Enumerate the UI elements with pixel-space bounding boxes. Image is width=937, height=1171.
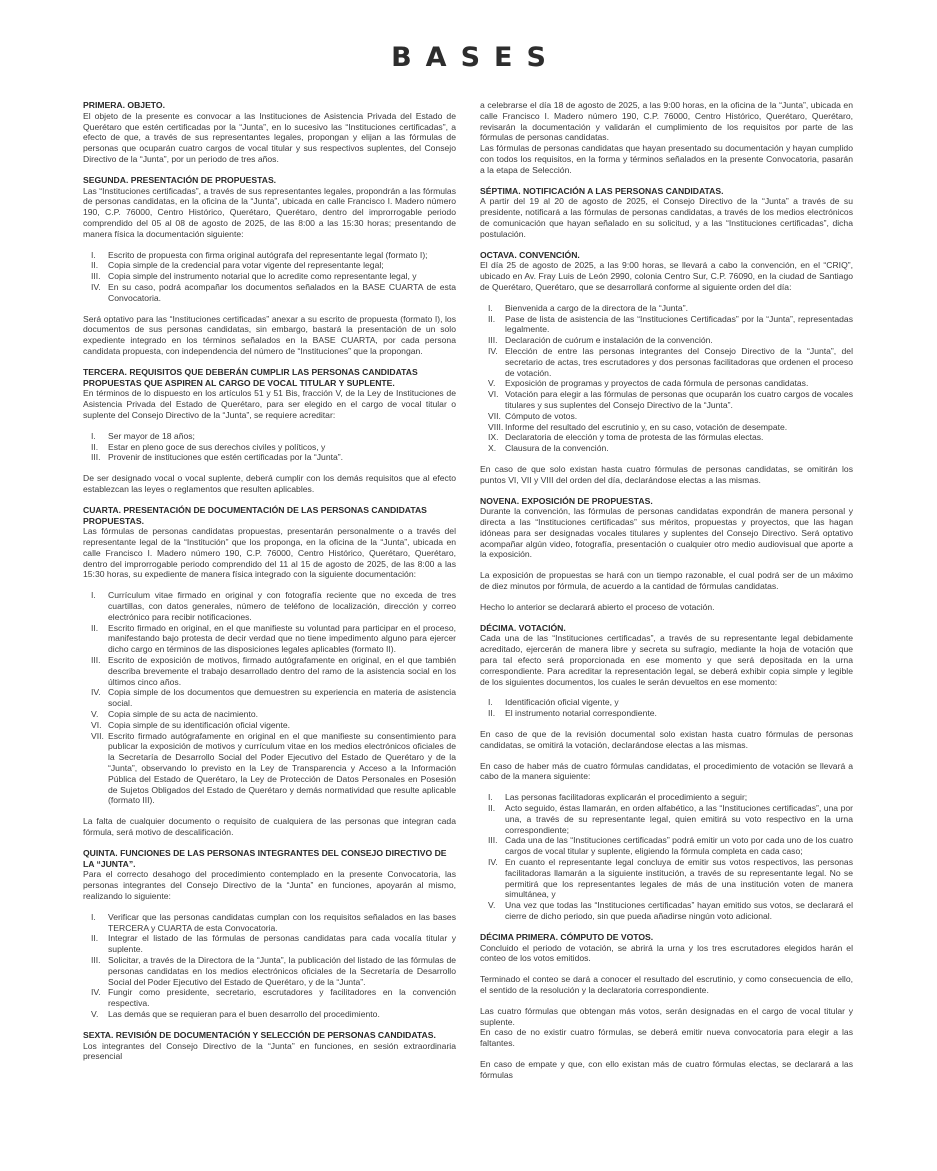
list-text: Integrar el listado de las fórmulas de personas candidatas para cada vocalía titular y suplente. [108, 933, 456, 955]
numbered-list [488, 792, 853, 922]
list-item [488, 411, 853, 422]
paragraph: En caso de que de la revisión documental solo existan hasta cuatro fórmulas de personas candidatas, se omitirá la votación, declarándose electas a las mismas. [480, 729, 853, 750]
list-item [488, 835, 853, 857]
list-item [91, 590, 456, 622]
list-text: Cómputo de votos. [505, 410, 578, 421]
list-text: Declaratoria de elección y toma de protesta de las fórmulas electas. [505, 432, 764, 443]
paragraph: El día 25 de agosto de 2025, a las 9:00 horas, se llevará a cabo la convención, en el “CRIQ”, ubicado en Av. Fray Luis de León 2990, colonia Centro Sur, C.P. 76090, en la ciudad de Santiago de Querétaro, Querétaro, que se desarrollará conforme al siguiente orden del día: [480, 260, 853, 292]
list-number: IV. [488, 857, 498, 868]
list-number: VII. [488, 410, 501, 421]
list-number: II. [91, 933, 99, 944]
list-item [91, 431, 456, 442]
list-number: III. [488, 835, 498, 846]
list-text: El instrumento notarial correspondiente. [505, 708, 657, 719]
list-number: I. [488, 302, 493, 313]
list-item [91, 260, 456, 271]
list-item [488, 792, 853, 803]
section-heading: SEXTA. REVISIÓN DE DOCUMENTACIÓN Y SELECCIÓN DE PERSONAS CANDIDATAS. [83, 1029, 436, 1040]
list-item [488, 335, 853, 346]
list-item [91, 987, 456, 1009]
list-number: II. [91, 441, 99, 452]
list-text: Acto seguido, éstas llamarán, en orden alfabético, a las “Instituciones certificadas”, una por una, a través de su representante legal, quien emitirá su voto respectivo en la urna correspondiente; [505, 803, 853, 835]
list-number: IV. [91, 281, 101, 292]
list-text: En su caso, podrá acompañar los documentos señalados en la BASE CUARTA de esta Convocatoria. [108, 281, 456, 303]
list-text: Bienvenida a cargo de la directora de la “Junta”. [505, 302, 688, 313]
section-segunda [83, 175, 456, 357]
paragraph: Las “Instituciones certificadas”, a través de sus representantes legales, propondrán a las fórmulas de personas candidatas, en la oficina de la “Junta”, ubicada en calle Francisco I. Madero número 190, C.P. 76000, Centro Histórico, Querétaro, Querétaro, dentro del improrrogable periodo comprendido del 05 al 08 de agosto de 2025, de las 8:00 a las 15:30 horas; presentando de manera física la documentación siguiente: [83, 185, 456, 239]
list-text: Copia simple de los documentos que demuestren su experiencia en materia de asistencia social. [108, 687, 456, 709]
list-item [91, 442, 456, 453]
section-heading: QUINTA. FUNCIONES DE LAS PERSONAS INTEGRANTES DEL CONSEJO DIRECTIVO DE LA “JUNTA”. [83, 847, 447, 869]
paragraph: En caso de que solo existan hasta cuatro fórmulas de personas candidatas, se omitirán los puntos VI, VII y VIII del orden del día, declarándose electas a las mismas. [480, 463, 853, 485]
list-text: Copia simple de su identificación oficial vigente. [108, 719, 291, 730]
list-text: Verificar que las personas candidatas cumplan con los requisitos señalados en las bases TERCERA y CUARTA de esta Convocatoria. [108, 911, 456, 933]
section-septima [480, 186, 853, 240]
section-heading: TERCERA. REQUISITOS QUE DEBERÁN CUMPLIR LAS PERSONAS CANDIDATAS PROPUESTAS QUE ASPIREN AL CARGO DE VOCAL TITULAR Y SUPLENTE. [83, 366, 418, 388]
paragraph: A partir del 19 al 20 de agosto de 2025, el Consejo Directivo de la “Junta” a través de su presidente, notificará a las fórmulas de personas candidatas, a través de los medios electrónicos de comunicación que hayan señalado en su solicitud, y a las “Instituciones certificadas”, dicha postulación. [480, 196, 853, 239]
numbered-list [488, 697, 853, 719]
list-item [91, 271, 456, 282]
list-text: Solicitar, a través de la Directora de la “Junta”, la publicación del listado de las fórmulas de personas candidatas en los medios electrónicos oficiales de la Secretaría de Desarrollo Social del Poder Ejecutivo del Estado de Querétaro, y de la “Junta”. [108, 954, 456, 987]
list-text: Votación para elegir a las fórmulas de personas que ocuparán los cuatro cargos de vocales titulares y sus suplentes del Consejo Directivo de la “Junta”. [505, 389, 853, 410]
list-number: IV. [91, 987, 101, 998]
paragraph: Hecho lo anterior se declarará abierto el proceso de votación. [480, 601, 715, 612]
list-item [91, 250, 456, 261]
list-item [488, 378, 853, 389]
list-number: II. [488, 803, 496, 814]
list-number: V. [488, 378, 496, 389]
list-number: I. [91, 430, 96, 441]
section-cuarta [83, 505, 456, 838]
list-text: Cada una de las “Instituciones certificadas” podrá emitir un voto por cada uno de los cuatro cargos de vocal titular y suplente, eligiendo la fórmula completa en cada caso; [505, 835, 853, 857]
list-text: Informe del resultado del escrutinio y, en su caso, votación de desempate. [505, 421, 788, 432]
list-item [488, 708, 853, 719]
paragraph: La falta de cualquier documento o requisito de cualquiera de las personas que integran cada fórmula, será motivo de descalificación. [83, 816, 456, 838]
list-number: III. [91, 271, 101, 282]
paragraph: En caso de no existir cuatro fórmulas, se deberá emitir nueva convocatoria para elegir a las faltantes. [480, 1027, 853, 1049]
list-item [488, 422, 853, 433]
list-item [488, 432, 853, 443]
list-item [488, 346, 853, 378]
list-item [488, 697, 853, 708]
list-text: Clausura de la convención. [505, 443, 609, 454]
list-number: V. [488, 900, 496, 911]
paragraph: El objeto de la presente es convocar a las Instituciones de Asistencia Privada del Estado de Querétaro que estén certificadas por la “Junta”, en lo sucesivo las “Instituciones certificadas”, a efecto de que, a través de sus representantes legales, propongan y elijan a las fórmulas de personas que ocuparán cuatro cargos de vocal titular y sus respectivos suplentes, del Consejo Directivo de la “Junta”, por un periodo de tres años. [83, 110, 456, 164]
list-item [91, 933, 456, 955]
list-item [91, 731, 456, 807]
paragraph: En términos de lo dispuesto en los artículos 51 y 51 Bis, fracción V, de la Ley de Instituciones de Asistencia Privada del Estado de Querétaro, para ser elegido en el cargo de vocal titular o suplente del Consejo Directivo de la “Junta”, se requiere acreditar: [83, 388, 456, 420]
numbered-list [91, 912, 456, 1020]
list-number: III. [91, 452, 101, 463]
list-item [488, 857, 853, 900]
section-heading: OCTAVA. CONVENCIÓN. [480, 249, 580, 260]
list-number: IV. [488, 345, 498, 356]
list-text: Copia simple de la credencial para votar vigente del representante legal; [108, 260, 384, 271]
list-item [488, 303, 853, 314]
left-column [83, 100, 456, 1072]
page-title: BASES [391, 42, 560, 73]
paragraph: Concluido el periodo de votación, se abrirá la urna y los tres escrutadores elegidos harán el conteo de los votos emitidos. [480, 942, 853, 964]
section-heading: NOVENA. EXPOSICIÓN DE PROPUESTAS. [480, 495, 653, 506]
paragraph: Para el correcto desahogo del procedimiento contemplado en la presente Convocatoria, las personas integrantes del Consejo Directivo de la “Junta” en funciones, apoyarán al mismo, realizando lo siguiente: [83, 869, 456, 901]
list-item [91, 1009, 456, 1020]
list-text: Pase de lista de asistencia de las “Instituciones Certificadas” por la “Junta”, representadas legalmente. [505, 313, 853, 335]
right-column [480, 100, 853, 1091]
list-number: III. [91, 954, 101, 965]
list-number: VI. [488, 389, 499, 400]
list-number: II. [91, 622, 99, 633]
list-text: Copia simple de su acta de nacimiento. [108, 709, 258, 720]
paragraph: Los integrantes del Consejo Directivo de la “Junta” en funciones, en sesión extraordinaria presencial [83, 1040, 456, 1062]
paragraph: Las fórmulas de personas candidatas que hayan presentado su documentación y hayan cumplido con todos los requisitos, en la forma y términos señalados en la presente Convocatoria, pasarán a la etapa de Selección. [480, 143, 853, 175]
paragraph: La exposición de propuestas se hará con un tiempo razonable, el cual podrá ser de un máximo de diez minutos por fórmula, de acuerdo a la cantidad de fórmulas candidatas. [480, 570, 853, 592]
paragraph: Durante la convención, las fórmulas de personas candidatas expondrán de manera personal y directa a las “Instituciones certificadas” sus méritos, propuestas y proyectos, que las hagan idóneas para ser designadas vocales titulares y suplentes del Consejo Directivo. Será optativo acompañar algún video, fotografía, presentación o cualquier otro medio audiovisual que aporte a la exposición. [480, 506, 853, 560]
list-text: Copia simple del instrumento notarial que lo acredite como representante legal, y [108, 271, 417, 282]
list-text: Una vez que todas las “Instituciones certificadas” hayan emitido sus votos, se declarará el cierre de dicho periodo, sin que pueda añadirse ningún voto adicional. [505, 900, 853, 921]
paragraph: Las fórmulas de personas candidatas propuestas, presentarán personalmente o a través del representante legal de la “Institución” que los proponga, en la oficina de la “Junta”, ubicada en calle Francisco I. Madero número 190, C.P. 76000, Centro Histórico, Querétaro, Querétaro, dentro del improrrogable periodo comprendido del 11 al 15 de agosto de 2025, de las 8:00 a las 15:30 horas, su expediente de manera física integrado con la siguiente documentación: [83, 526, 456, 580]
list-number: VI. [91, 719, 102, 730]
paragraph: Terminado el conteo se dará a conocer el resultado del escrutinio, y como consecuencia de ello, el sentido de la resolución y la declaratoria correspondiente. [480, 974, 853, 995]
section-heading: DÉCIMA PRIMERA. CÓMPUTO DE VOTOS. [480, 931, 654, 942]
numbered-list [91, 590, 456, 806]
list-number: II. [488, 708, 496, 719]
list-number: I. [91, 249, 96, 260]
list-number: I. [488, 697, 493, 708]
list-item [91, 955, 456, 987]
section-heading: SEGUNDA. PRESENTACIÓN DE PROPUESTAS. [83, 174, 277, 185]
list-number: IX. [488, 432, 499, 443]
list-number: III. [91, 655, 101, 666]
list-number: III. [488, 335, 498, 346]
section-sexta [83, 1030, 456, 1062]
list-item [91, 623, 456, 655]
list-item [91, 655, 456, 687]
section-sexta-continued [480, 100, 853, 176]
list-number: I. [488, 792, 493, 803]
list-number: VII. [91, 730, 104, 741]
list-number: VIII. [488, 421, 504, 432]
list-number: I. [91, 590, 96, 601]
list-item [91, 720, 456, 731]
paragraph: a celebrarse el día 18 de agosto de 2025, a las 9:00 horas, en la oficina de la “Junta”, ubicada en calle Francisco I. Madero número 190, C.P. 76000, Centro Histórico, Querétaro, Querétaro, revisarán la documentación y validarán el cumplimiento de los requisitos por parte de las fórmulas de personas candidatas. [480, 100, 853, 143]
list-number: V. [91, 1008, 99, 1019]
numbered-list [488, 303, 853, 454]
list-number: X. [488, 443, 497, 454]
list-number: II. [488, 313, 496, 324]
list-item [488, 900, 853, 922]
section-heading: DÉCIMA. VOTACIÓN. [480, 622, 566, 633]
list-number: IV. [91, 687, 101, 698]
section-primera [83, 100, 456, 165]
list-text: Escrito de exposición de motivos, firmado autógrafamente en original, en el que también describa brevemente el trabajo desarrollado dentro del ramo de la asistencia social en los últimos cinco años. [108, 655, 456, 687]
list-text: Las demás que se requieran para el buen desarrollo del procedimiento. [108, 1008, 380, 1019]
paragraph: Las cuatro fórmulas que obtengan más votos, serán designadas en el cargo de vocal titular y suplente. [480, 1005, 853, 1027]
list-text: Exposición de programas y proyectos de cada fórmula de personas candidatas. [505, 378, 809, 389]
list-item [488, 803, 853, 835]
numbered-list [91, 431, 456, 463]
list-item [488, 314, 853, 336]
paragraph: Será optativo para las “Instituciones certificadas” anexar a su escrito de propuesta (formato I), los documentos de sus personas candidatas, sin embargo, bastará la presentación de un solo expediente integrado en los términos señalados en la BASE CUARTA, por cada persona candidata propuesta, con independencia del número de “Instituciones” que la propongan. [83, 313, 456, 356]
list-text: Escrito firmado en original, en el que manifieste su voluntad para participar en el proceso, manifestando bajo protesta de decir verdad que no tiene impedimento alguno para ejercer dicho cargo en términos de las disposiciones legales aplicables (formato II). [108, 622, 456, 655]
list-text: Currículum vitae firmado en original y con fotografía reciente que no exceda de tres cuartillas, con datos generales, número de teléfono de localización, dirección y correo electrónico para recibir notificaciones. [108, 590, 456, 622]
section-heading: SÉPTIMA. NOTIFICACIÓN A LAS PERSONAS CANDIDATAS. [480, 185, 724, 196]
paragraph: De ser designado vocal o vocal suplente, deberá cumplir con los demás requisitos que al efecto establezcan las leyes o reglamentos que resulten aplicables. [83, 473, 456, 494]
list-item [488, 443, 853, 454]
list-text: Estar en pleno goce de sus derechos civiles y políticos, y [108, 441, 326, 452]
list-number: I. [91, 911, 96, 922]
section-decima [480, 623, 853, 922]
list-number: V. [91, 709, 99, 720]
list-text: En cuanto el representante legal concluya de emitir sus votos respectivos, las personas facilitadoras llamarán a la siguiente institución, a través de su representante legal. No se permitirá que los representantes legales de más de una institución voten de manera simultánea, y [505, 857, 853, 900]
list-text: Las personas facilitadoras explicarán el procedimiento a seguir; [505, 792, 748, 803]
numbered-list [91, 250, 456, 304]
list-number: II. [91, 260, 99, 271]
section-octava [480, 250, 853, 486]
list-text: Identificación oficial vigente, y [505, 697, 619, 708]
list-text: Ser mayor de 18 años; [108, 430, 195, 441]
section-heading: PRIMERA. OBJETO. [83, 100, 165, 110]
list-text: Escrito de propuesta con firma original autógrafa del representante legal (formato I); [108, 249, 428, 260]
list-text: Elección de entre las personas integrantes del Consejo Directivo de la “Junta”, del secretario de actas, tres escrutadores y dos personas facilitadoras que ordenen el proceso de votación. [505, 345, 853, 378]
list-item [91, 912, 456, 934]
paragraph: Cada una de las “Instituciones certificadas”, a través de su representante legal debidamente acreditado, ejercerán de manera libre y secreta su sufragio, mediante la hoja de votación que para tal efecto será proporcionada en ese momento y que será depositada en la urna correspondiente. Para acreditar la representación legal, se deberá exhibir copia simple y legible de los siguientes documentos, los cuales le serán devueltos en ese momento: [480, 633, 853, 687]
list-text: Provenir de instituciones que estén certificadas por la “Junta”. [108, 452, 344, 463]
list-text: Escrito firmado autógrafamente en original en el que manifieste su consentimiento para publicar la exposición de motivos y currículum vitae en los medios electrónicos oficiales de la Secretaría de Desarrollo Social del Poder Ejecutivo del Estado de Querétaro y de la “Junta”, observando lo previsto en la Ley de Transparencia y Acceso a la Información Pública del Estado de Querétaro, la Ley de Protección de Datos Personales en Posesión de Sujetos Obligados del Estado de Querétaro y demás normatividad que resulte aplicable (formato III). [108, 730, 456, 806]
paragraph: En caso de haber más de cuatro fórmulas candidatas, el procedimiento de votación se llevará a cabo de la manera siguiente: [480, 760, 853, 782]
section-quinta [83, 848, 456, 1020]
list-item [91, 282, 456, 304]
section-decima-primera [480, 932, 853, 1081]
list-text: Fungir como presidente, secretario, escrutadores y facilitadores en la convención respectiva. [108, 987, 456, 1009]
section-tercera [83, 367, 456, 495]
list-item [91, 709, 456, 720]
list-item [488, 389, 853, 411]
list-item [91, 452, 456, 463]
section-heading: CUARTA. PRESENTACIÓN DE DOCUMENTACIÓN DE LAS PERSONAS CANDIDATAS PROPUESTAS. [83, 504, 427, 526]
section-novena [480, 496, 853, 613]
list-item [91, 687, 456, 709]
paragraph: En caso de empate y que, con ello existan más de cuatro fórmulas electas, se declarará a las fórmulas [480, 1058, 853, 1080]
list-text: Declaración de cuórum e instalación de la convención. [505, 335, 713, 346]
